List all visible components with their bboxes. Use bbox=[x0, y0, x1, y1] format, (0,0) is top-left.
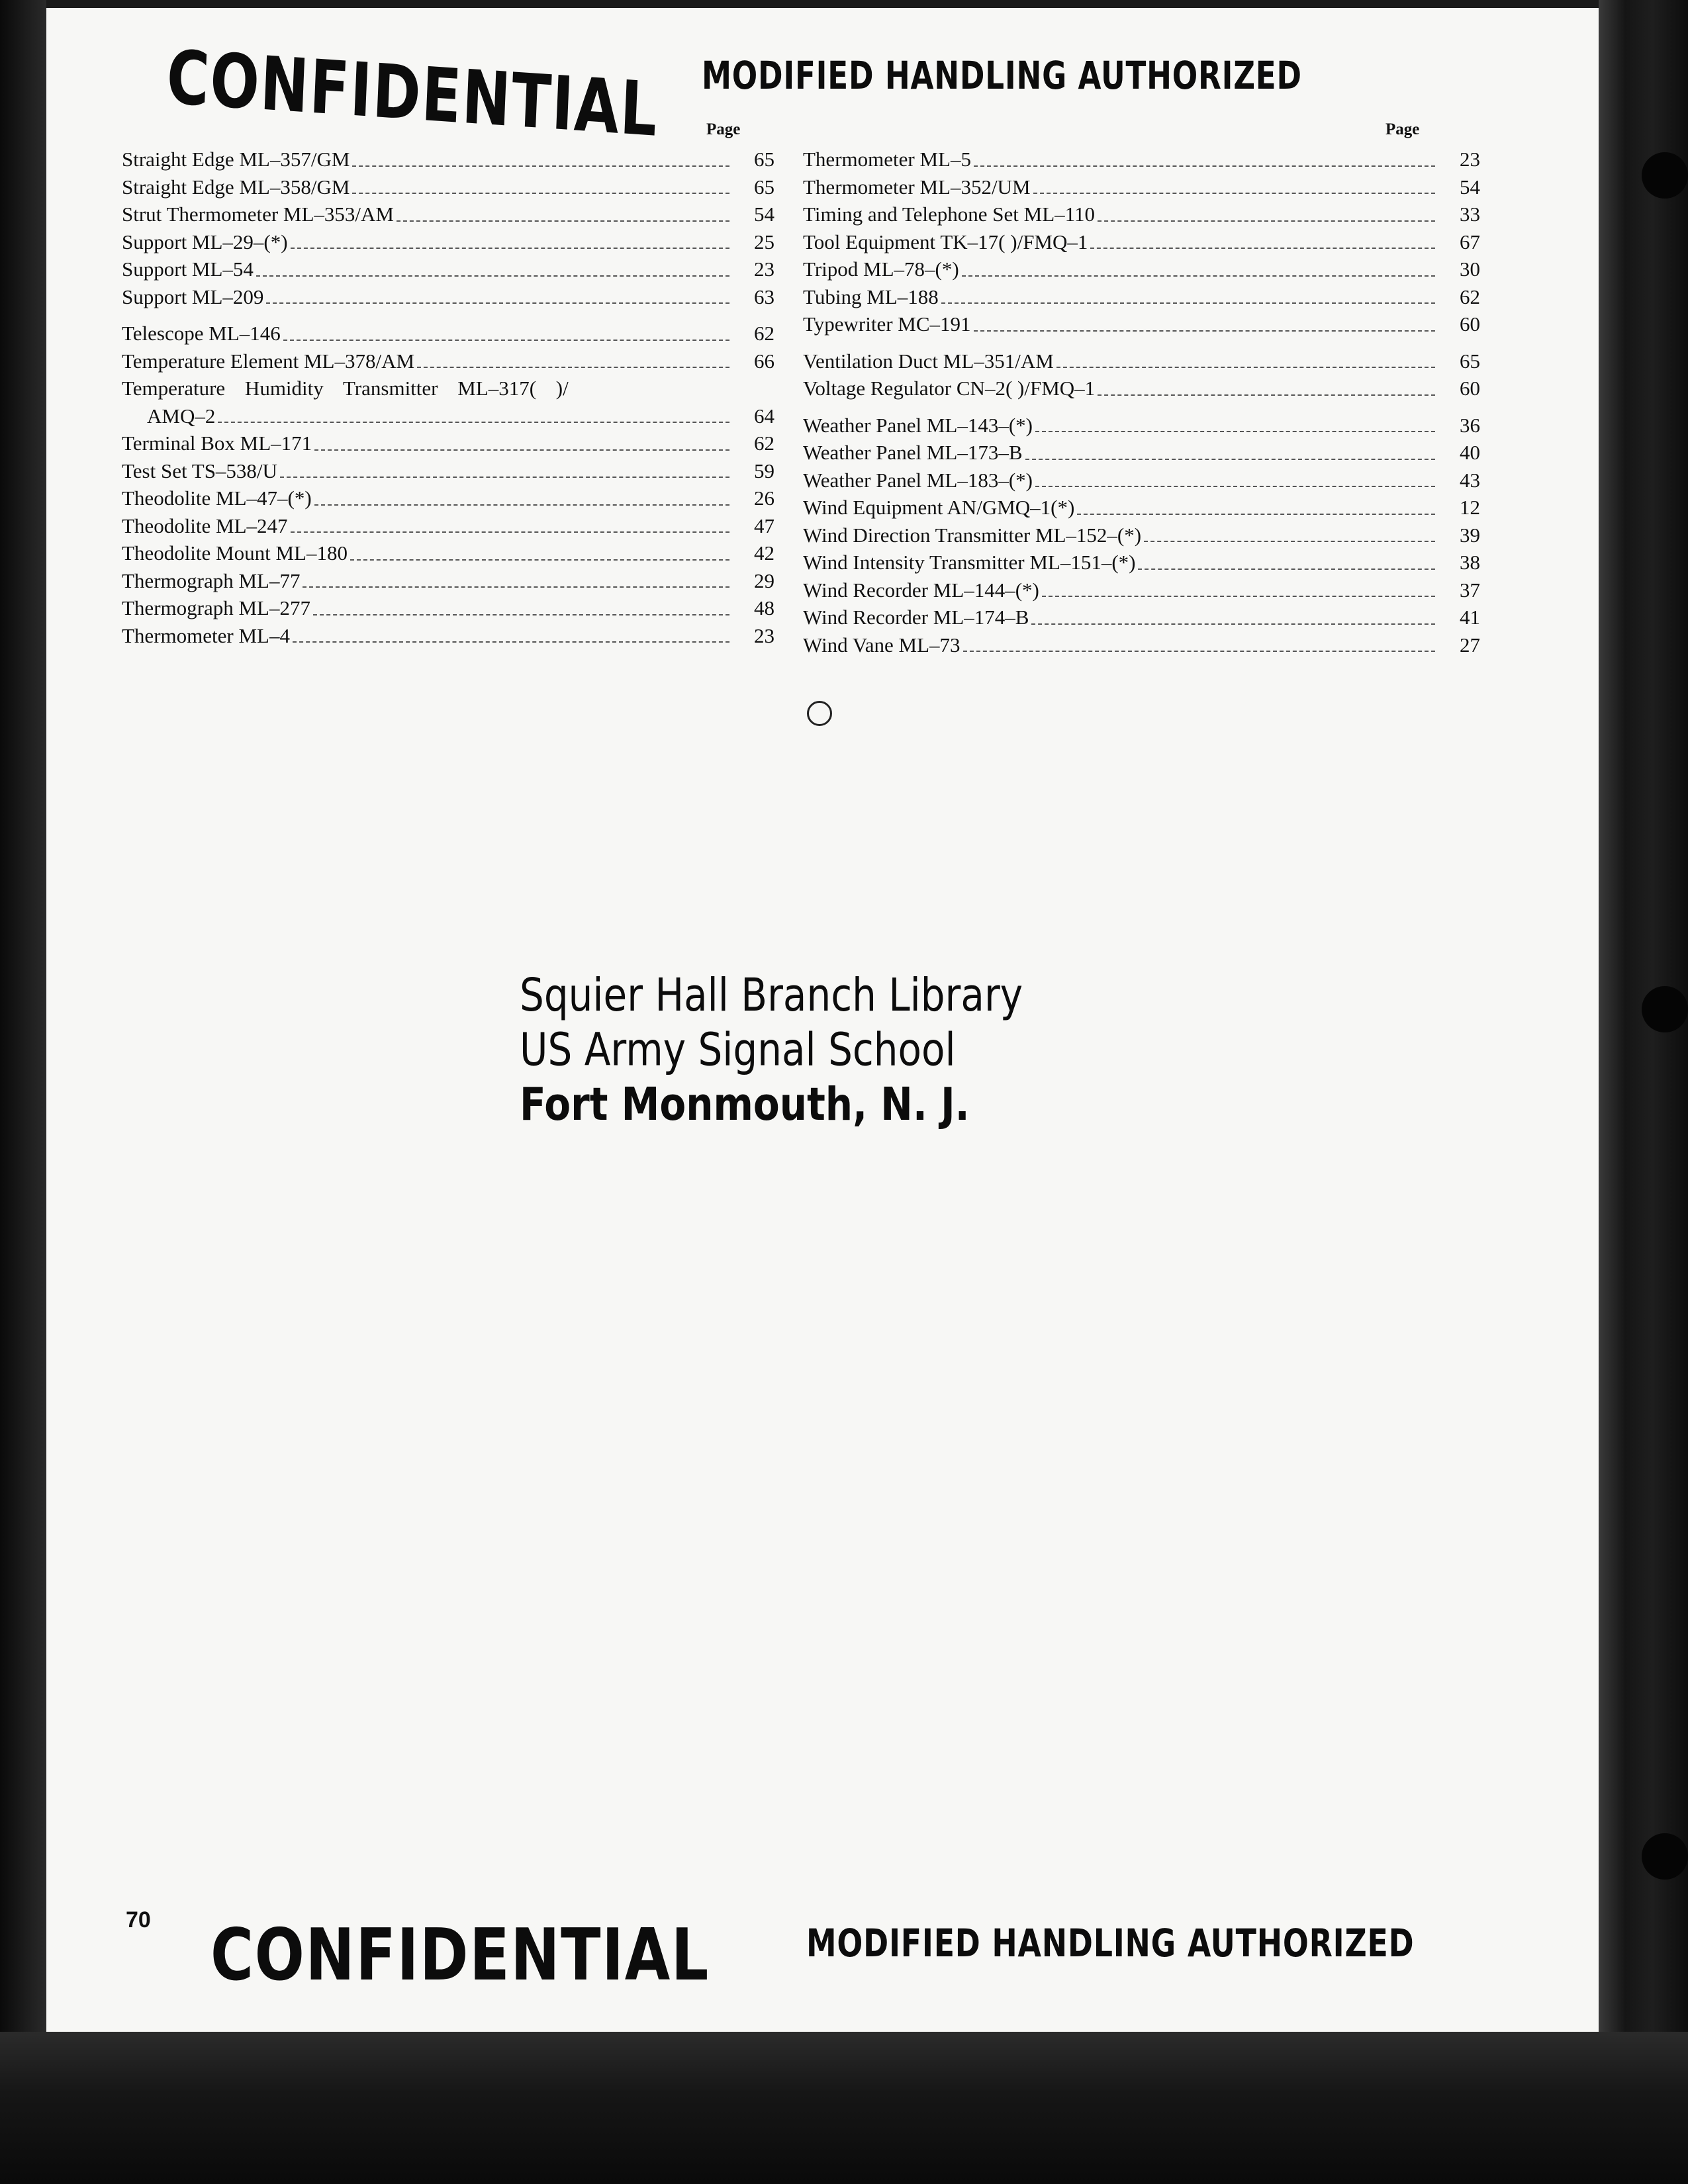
index-entry: Theodolite ML–47–(*) 26 bbox=[122, 486, 774, 510]
index-entry: Wind Recorder ML–174–B 41 bbox=[803, 606, 1480, 629]
library-stamp-line2: US Army Signal School bbox=[520, 1023, 956, 1077]
index-entry: Wind Direction Transmitter ML–152–(*) 39 bbox=[803, 523, 1480, 547]
index-entry: Test Set TS–538/U 59 bbox=[122, 459, 774, 482]
index-entry: Typewriter MC–191 60 bbox=[803, 312, 1480, 336]
page-number: 70 bbox=[126, 1907, 151, 1933]
index-entry: Ventilation Duct ML–351/AM 65 bbox=[803, 349, 1480, 373]
index-entry: Strut Thermometer ML–353/AM 54 bbox=[122, 203, 774, 226]
index-entry-wrapped: Temperature Humidity Transmitter ML–317( )/ bbox=[122, 377, 569, 400]
index-entry: Wind Equipment AN/GMQ–1(*) 12 bbox=[803, 496, 1480, 519]
binder-hole bbox=[1642, 1833, 1688, 1880]
library-stamp-line3: Fort Monmouth, N. J. bbox=[520, 1077, 970, 1131]
index-entry: Temperature Element ML–378/AM 66 bbox=[122, 349, 774, 373]
library-stamp-line1: Squier Hall Branch Library bbox=[520, 968, 1023, 1022]
index-entry: Terminal Box ML–171 62 bbox=[122, 432, 774, 455]
index-entry: Theodolite ML–247 47 bbox=[122, 514, 774, 537]
index-entry: Straight Edge ML–357/GM 65 bbox=[122, 148, 774, 171]
right-page-column-header: Page bbox=[1385, 120, 1420, 138]
index-entry: Tripod ML–78–(*) 30 bbox=[803, 257, 1480, 281]
handling-stamp-top: MODIFIED HANDLING AUTHORIZED bbox=[702, 53, 1302, 98]
index-entry: Thermometer ML–5 23 bbox=[803, 148, 1480, 171]
left-page-column-header: Page bbox=[706, 120, 741, 138]
index-entry: Thermograph ML–277 48 bbox=[122, 596, 774, 619]
index-entry: Thermometer ML–352/UM 54 bbox=[803, 175, 1480, 199]
library-stamp bbox=[520, 968, 1023, 1132]
index-left-column bbox=[122, 146, 774, 649]
index-entry: Weather Panel ML–143–(*) 36 bbox=[803, 413, 1480, 437]
index-entry: Tubing ML–188 62 bbox=[803, 285, 1480, 308]
scan-left-edge bbox=[0, 0, 46, 2184]
index-entry: Theodolite Mount ML–180 42 bbox=[122, 541, 774, 565]
index-entry: Weather Panel ML–183–(*) 43 bbox=[803, 468, 1480, 492]
index-entry: Timing and Telephone Set ML–110 33 bbox=[803, 203, 1480, 226]
index-entry: Tool Equipment TK–17( )/FMQ–1 67 bbox=[803, 230, 1480, 253]
index-entry: Wind Intensity Transmitter ML–151–(*) 38 bbox=[803, 551, 1480, 574]
index-entry: Weather Panel ML–173–B 40 bbox=[803, 441, 1480, 464]
binder-hole bbox=[1642, 986, 1688, 1032]
index-entry: Wind Vane ML–73 27 bbox=[803, 633, 1480, 657]
punch-mark-circle bbox=[807, 701, 832, 726]
index-entry: Support ML–29–(*) 25 bbox=[122, 230, 774, 253]
index-entry: Straight Edge ML–358/GM 65 bbox=[122, 175, 774, 199]
index-entry: Thermometer ML–4 23 bbox=[122, 623, 774, 647]
scan-bottom-edge bbox=[0, 2032, 1688, 2184]
binder-hole bbox=[1642, 152, 1688, 199]
index-entry: Thermograph ML–77 29 bbox=[122, 569, 774, 592]
confidential-stamp-top: CONFIDENTIAL bbox=[165, 34, 660, 154]
document-page bbox=[46, 8, 1599, 2032]
index-entry-continuation: AMQ–2 64 bbox=[147, 404, 774, 428]
index-entry: Voltage Regulator CN–2( )/FMQ–1 60 bbox=[803, 377, 1480, 400]
confidential-stamp-bottom: CONFIDENTIAL bbox=[211, 1914, 710, 1997]
index-entry: Support ML–209 63 bbox=[122, 285, 774, 308]
index-entry: Wind Recorder ML–144–(*) 37 bbox=[803, 578, 1480, 602]
index-right-column bbox=[803, 146, 1480, 659]
handling-stamp-bottom: MODIFIED HANDLING AUTHORIZED bbox=[806, 1921, 1415, 1966]
index-entry: Support ML–54 23 bbox=[122, 257, 774, 281]
index-entry: Telescope ML–146 62 bbox=[122, 322, 774, 345]
